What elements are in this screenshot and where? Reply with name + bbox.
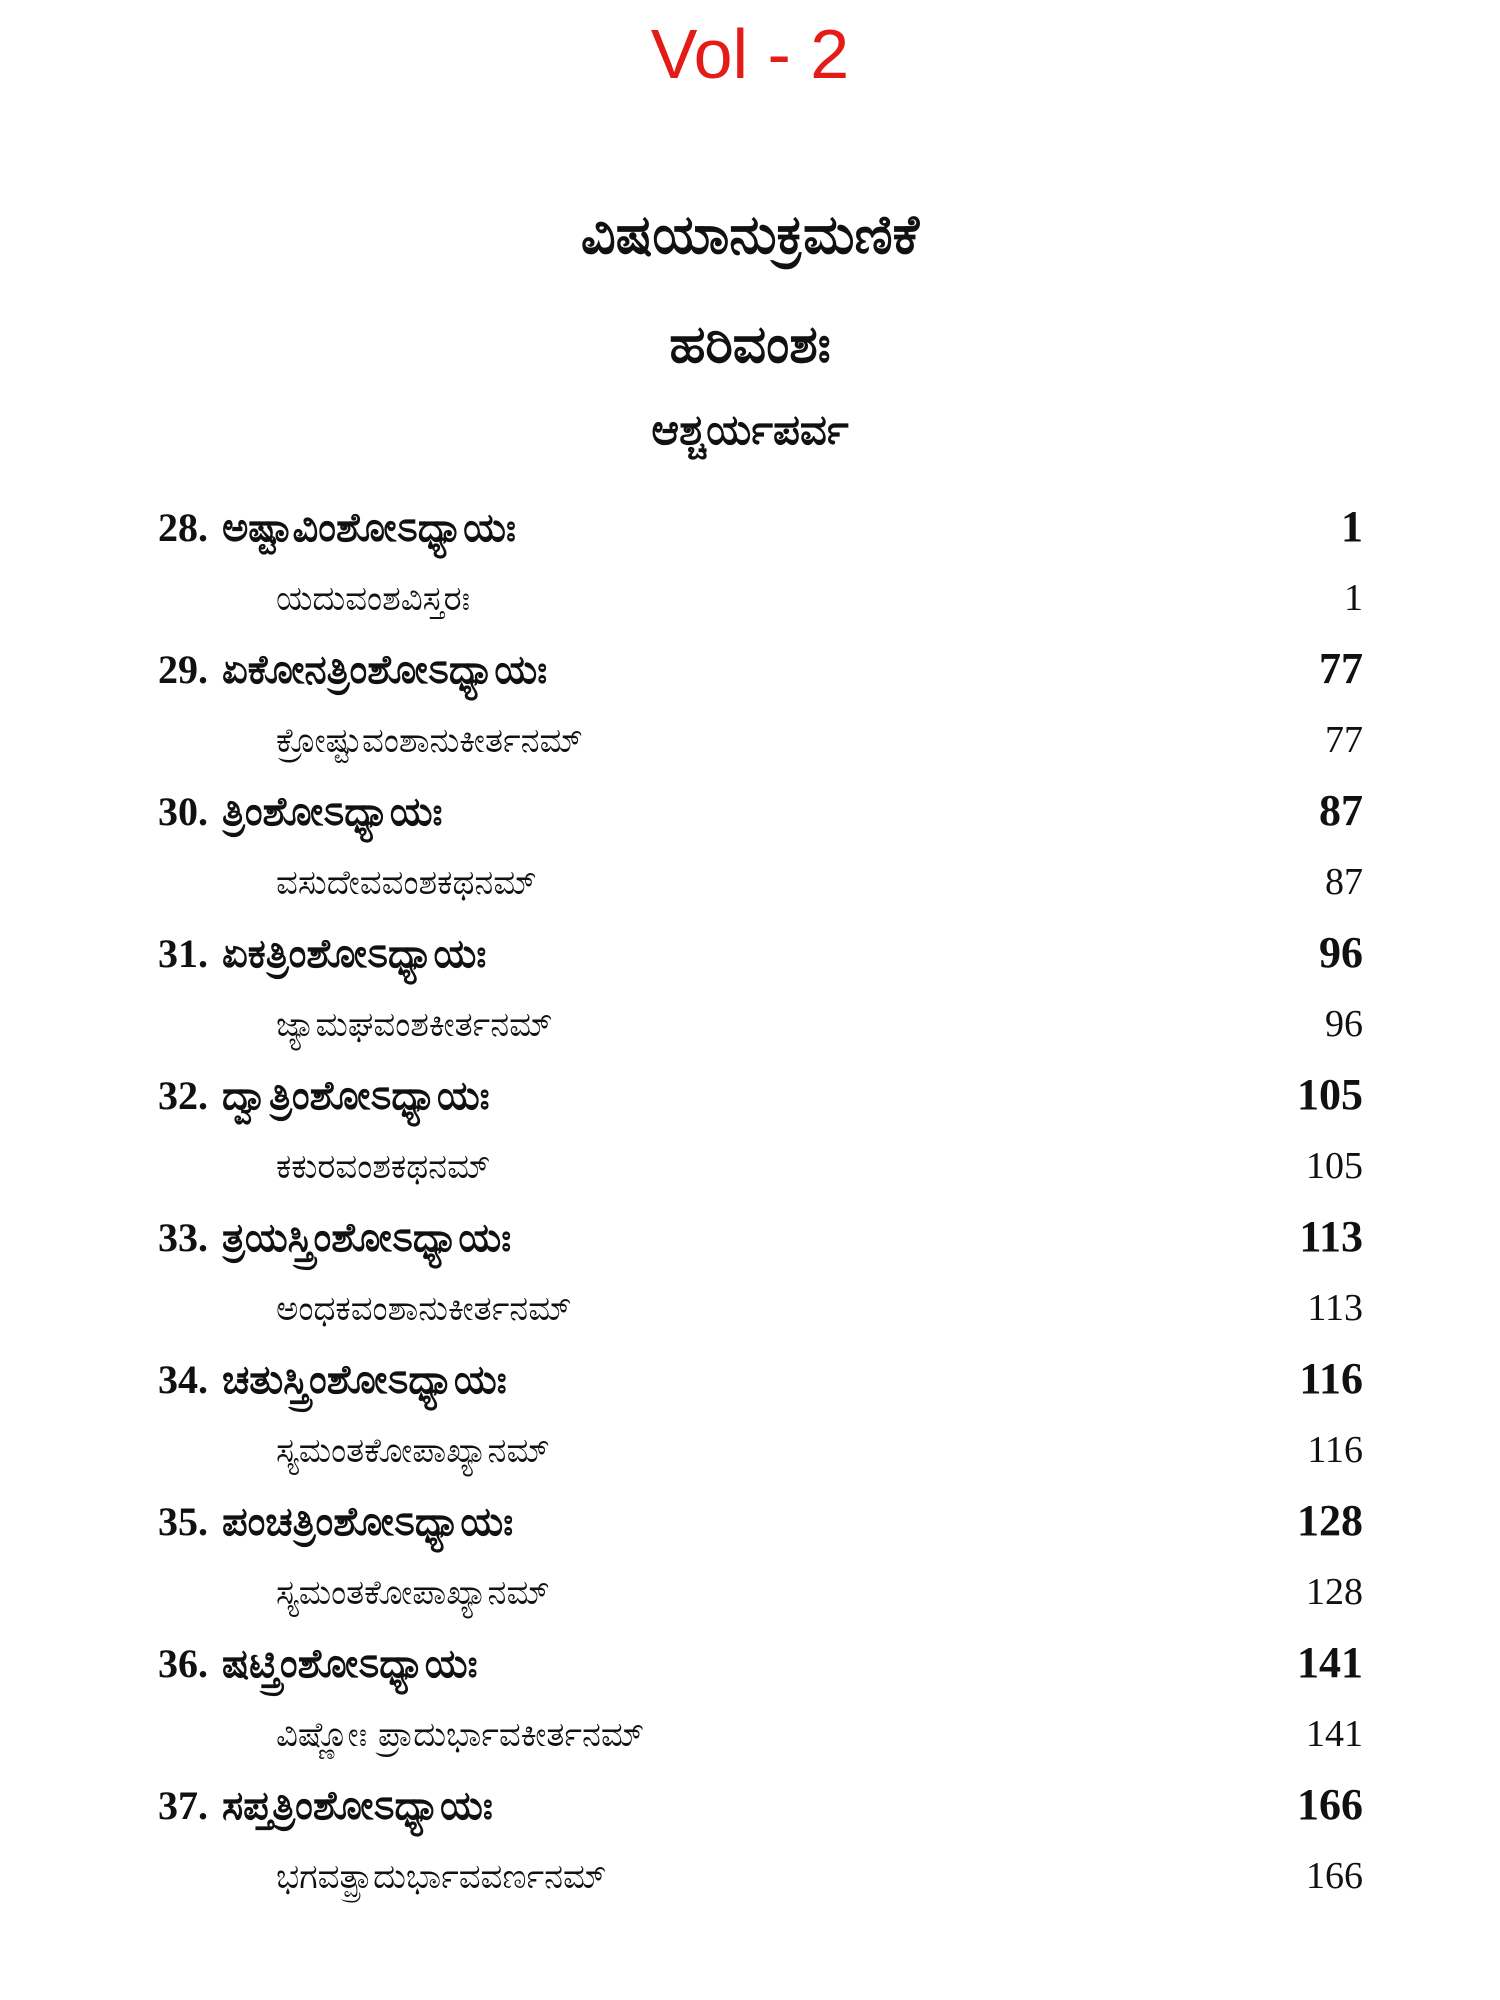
chapter-row [158, 774, 1363, 848]
chapter-number: 34. [158, 1357, 208, 1402]
subtopic-title: ವಸುದೇವವಂಶಕಥನಮ್ [276, 863, 537, 903]
book-title: ಹರಿವಂಶಃ [669, 315, 831, 375]
chapter-row [158, 1626, 1363, 1700]
subtopic-title: ಅಂಧಕವಂಶಾನುಕೀರ್ತನಮ್ [276, 1289, 572, 1329]
chapter-page: 1 [1341, 502, 1363, 551]
contents-heading: ವಿಷಯಾನುಕ್ರಮಣಿಕೆ [580, 203, 920, 266]
section-title: ಆಶ್ಚರ್ಯಪರ್ವ [651, 405, 849, 454]
subtopic-page: 141 [1306, 1713, 1363, 1755]
chapter-title: ತ್ರಿಂಶೋಽಧ್ಯಾಯಃ [221, 789, 443, 835]
toc-chapter [158, 1626, 1363, 1768]
chapter-heading [158, 917, 486, 991]
subtopic-row [158, 564, 1363, 632]
toc-chapter [158, 916, 1363, 1058]
chapter-page: 77 [1319, 644, 1363, 693]
chapter-heading [158, 1627, 478, 1701]
subtopic-page: 1 [1344, 577, 1363, 619]
chapter-row [158, 916, 1363, 990]
subtopic-title: ಸ್ಯಮಂತಕೋಪಾಖ್ಯಾನಮ್ [276, 1573, 550, 1613]
chapter-title: ಷಟ್ತ್ರಿಂಶೋಽಧ್ಯಾಯಃ [221, 1641, 478, 1687]
chapter-heading [158, 1343, 507, 1417]
chapter-number: 33. [158, 1215, 208, 1260]
chapter-page: 166 [1297, 1780, 1363, 1829]
toc-chapter [158, 774, 1363, 916]
chapter-page: 141 [1297, 1638, 1363, 1687]
chapter-heading [158, 1485, 513, 1559]
chapter-title: ತ್ರಯಸ್ತ್ರಿಂಶೋಽಧ್ಯಾಯಃ [221, 1215, 512, 1261]
subtopic-page: 77 [1325, 719, 1363, 761]
toc-chapter [158, 632, 1363, 774]
chapter-heading [158, 491, 516, 565]
chapter-number: 32. [158, 1073, 208, 1118]
chapter-page: 116 [1299, 1354, 1363, 1403]
chapter-row [158, 1058, 1363, 1132]
chapter-title: ಚತುಸ್ತ್ರಿಂಶೋಽಧ್ಯಾಯಃ [221, 1357, 507, 1403]
chapter-row [158, 1200, 1363, 1274]
chapter-row [158, 632, 1363, 706]
volume-label: Vol - 2 [650, 15, 850, 93]
subtopic-page: 128 [1306, 1571, 1363, 1613]
chapter-title: ದ್ವಾತ್ರಿಂಶೋಽಧ್ಯಾಯಃ [221, 1073, 490, 1119]
subtopic-row [158, 1842, 1363, 1910]
subtopic-page: 113 [1307, 1287, 1363, 1329]
subtopic-row [158, 706, 1363, 774]
chapter-number: 28. [158, 505, 208, 550]
chapter-row [158, 490, 1363, 564]
chapter-heading [158, 633, 547, 707]
chapter-page: 87 [1319, 786, 1363, 835]
subtopic-page: 166 [1306, 1855, 1363, 1897]
chapter-number: 35. [158, 1499, 208, 1544]
chapter-heading [158, 1769, 493, 1843]
subtopic-title: ಕಕುರವಂಶಕಥನಮ್ [276, 1147, 491, 1187]
toc-chapter [158, 1484, 1363, 1626]
toc-chapter [158, 490, 1363, 632]
toc-chapter [158, 1768, 1363, 1910]
chapter-number: 37. [158, 1783, 208, 1828]
chapter-title: ಏಕತ್ರಿಂಶೋಽಧ್ಯಾಯಃ [221, 931, 487, 977]
chapter-page: 105 [1297, 1070, 1363, 1119]
chapter-number: 31. [158, 931, 208, 976]
chapter-title: ಅಷ್ಟಾವಿಂಶೋಽಧ್ಯಾಯಃ [221, 505, 516, 551]
chapter-number: 36. [158, 1641, 208, 1686]
chapter-row [158, 1768, 1363, 1842]
chapter-heading [158, 775, 443, 849]
subtopic-row [158, 1558, 1363, 1626]
subtopic-page: 105 [1306, 1145, 1363, 1187]
subtopic-title: ಭಗವತ್ಪ್ರಾದುರ್ಭಾವವರ್ಣನಮ್ [276, 1857, 607, 1897]
subtopic-row [158, 1132, 1363, 1200]
subtopic-row [158, 990, 1363, 1058]
subtopic-row [158, 1416, 1363, 1484]
chapter-row [158, 1484, 1363, 1558]
subtopic-title: ವಿಷ್ಣೋಃ ಪ್ರಾದುರ್ಭಾವಕೀರ್ತನಮ್ [276, 1715, 645, 1755]
chapter-title: ಸಪ್ತತ್ರಿಂಶೋಽಧ್ಯಾಯಃ [221, 1783, 493, 1829]
chapter-heading [158, 1201, 511, 1275]
chapter-row [158, 1342, 1363, 1416]
toc-chapter [158, 1058, 1363, 1200]
toc-chapter [158, 1342, 1363, 1484]
toc-chapter [158, 1200, 1363, 1342]
chapter-page: 128 [1297, 1496, 1363, 1545]
chapter-number: 29. [158, 647, 208, 692]
chapter-number: 30. [158, 789, 208, 834]
subtopic-page: 96 [1325, 1003, 1363, 1045]
chapter-title: ಏಕೋನತ್ರಿಂಶೋಽಧ್ಯಾಯಃ [221, 647, 548, 693]
chapter-heading [158, 1059, 490, 1133]
subtopic-title: ಜ್ಯಾಮಘವಂಶಕೀರ್ತನಮ್ [276, 1005, 553, 1045]
subtopic-row [158, 1700, 1363, 1768]
table-of-contents [158, 490, 1363, 1910]
subtopic-title: ಯದುವಂಶವಿಸ್ತರಃ [276, 579, 471, 619]
chapter-title: ಪಂಚತ್ರಿಂಶೋಽಧ್ಯಾಯಃ [221, 1499, 514, 1545]
chapter-page: 113 [1299, 1212, 1363, 1261]
subtopic-page: 116 [1307, 1429, 1363, 1471]
subtopic-title: ಸ್ಯಮಂತಕೋಪಾಖ್ಯಾನಮ್ [276, 1431, 550, 1471]
subtopic-page: 87 [1325, 861, 1363, 903]
subtopic-row [158, 1274, 1363, 1342]
subtopic-row [158, 848, 1363, 916]
subtopic-title: ಕ್ರೋಷ್ಟುವಂಶಾನುಕೀರ್ತನಮ್ [276, 721, 583, 761]
chapter-page: 96 [1319, 928, 1363, 977]
